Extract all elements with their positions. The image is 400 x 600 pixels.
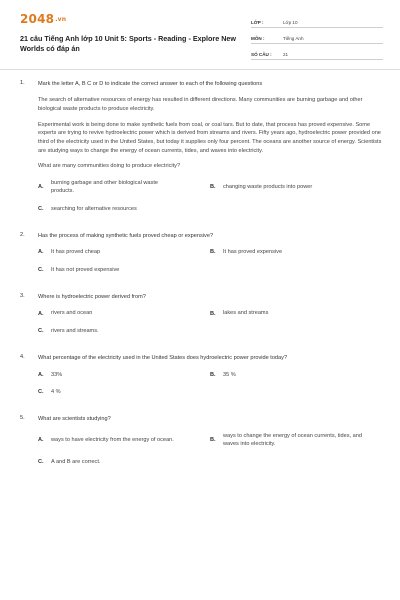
- question-3: [20, 293, 382, 335]
- question-number: 4.: [20, 354, 25, 361]
- option-letter: C.: [38, 266, 44, 273]
- option-text: rivers and streams.: [51, 327, 99, 334]
- option-row: [38, 327, 382, 335]
- option-letter: B.: [210, 184, 216, 191]
- option-row: [38, 248, 382, 256]
- option-text: searching for alternative resources: [51, 205, 137, 212]
- option-c[interactable]: [38, 388, 210, 396]
- answer-options: [38, 371, 382, 397]
- option-c[interactable]: [38, 327, 210, 335]
- logo-tld: .vn: [55, 16, 67, 23]
- document-meta: [251, 13, 383, 61]
- option-letter: C.: [38, 458, 44, 465]
- option-text: ways to change the energy of ocean currents, tides, and waves into electricity.: [223, 432, 362, 448]
- logo-main: 2048: [20, 12, 55, 26]
- option-letter: C.: [38, 389, 44, 396]
- question-stem: Where is hydroelectric power derived from?: [38, 294, 146, 301]
- option-text: It has proved cheap: [51, 249, 101, 256]
- document-title: 21 câu Tiếng Anh lớp 10 Unit 5: Sports - Reading - Explore New Worlds có đáp án: [20, 34, 236, 53]
- option-c[interactable]: [38, 458, 210, 466]
- meta-row-grade: [251, 13, 383, 28]
- meta-row-count: [251, 45, 383, 60]
- answer-options: [38, 248, 382, 274]
- option-row: [38, 266, 382, 274]
- meta-value: 21: [283, 52, 289, 57]
- option-row: [38, 388, 382, 396]
- option-b[interactable]: [210, 179, 382, 196]
- meta-label: LỚP :: [251, 20, 264, 25]
- option-row: [38, 205, 382, 213]
- option-letter: B.: [210, 437, 216, 444]
- question-stem: Has the process of making synthetic fuels proved cheap or expensive?: [38, 232, 214, 239]
- question-instruction: Mark the letter A, B C or D to indicate the correct answer to each of the following questions: [38, 81, 263, 87]
- option-row: [38, 179, 382, 196]
- meta-row-subject: [251, 29, 383, 44]
- option-text: rivers and ocean: [51, 310, 93, 317]
- option-a[interactable]: [38, 248, 210, 256]
- option-text: lakes and streams: [223, 310, 269, 317]
- option-letter: A.: [38, 184, 44, 191]
- question-stem: What are scientists studying?: [38, 416, 111, 423]
- question-gap: [20, 222, 382, 232]
- question-list: [20, 80, 382, 475]
- option-letter: B.: [210, 310, 216, 317]
- answer-options: [38, 179, 382, 213]
- option-text: 33%: [51, 371, 63, 378]
- passage-paragraph: The search of alternative resources of energy has resulted in different directions. Many communities are burning garbage and other biological waste products to produce electricity.: [38, 97, 363, 113]
- option-b[interactable]: [210, 371, 382, 379]
- meta-value: Lớp 10: [283, 20, 298, 25]
- passage-paragraph: Experimental work is being done to make synthetic fuels from coal, or coal tars. But to date, that process has proved expensive. Some experts are trying to revive hydroelectric power which is derived from streams and rivers. Fifty years ago, hydroelectric power provided one third of the electricity used in the United States, but today it supplies only four percent. The oceans are another source of energy. Scientists are studying ways to change the energy of ocean currents, tides, and waves into electricity.: [38, 121, 382, 154]
- option-row: [38, 371, 382, 379]
- option-text: A and B are correct.: [51, 458, 101, 465]
- option-b[interactable]: [210, 309, 382, 317]
- option-letter: A.: [38, 371, 44, 378]
- question-gap: [20, 283, 382, 293]
- option-c[interactable]: [38, 205, 210, 213]
- question-number: 5.: [20, 415, 25, 422]
- question-gap: [20, 405, 382, 415]
- option-letter: C.: [38, 205, 44, 212]
- question-4: [20, 354, 382, 396]
- option-text: 4 %: [51, 389, 61, 396]
- option-row: [38, 309, 382, 317]
- page-header: [0, 0, 400, 68]
- option-row: [38, 458, 382, 466]
- option-b[interactable]: [210, 248, 382, 256]
- option-text: ways to have electricity from the energy of ocean.: [51, 436, 174, 443]
- option-text: burning garbage and other biological waste products.: [51, 179, 158, 195]
- question-5: [20, 415, 382, 466]
- option-letter: A.: [38, 437, 44, 444]
- question-number: 1.: [20, 80, 25, 86]
- answer-options: [38, 432, 382, 466]
- option-a[interactable]: [38, 432, 210, 449]
- question-number: 2.: [20, 231, 25, 238]
- option-text: It has proved expensive: [223, 249, 283, 256]
- option-letter: A.: [38, 249, 44, 256]
- option-text: It has not proved expensive: [51, 266, 120, 273]
- option-letter: B.: [210, 371, 216, 378]
- option-letter: A.: [38, 310, 44, 317]
- option-letter: B.: [210, 249, 216, 256]
- meta-value: Tiếng Anh: [283, 36, 304, 41]
- option-letter: C.: [38, 328, 44, 335]
- option-row: [38, 432, 382, 449]
- option-text: changing waste products into power: [223, 183, 313, 190]
- option-c[interactable]: [38, 266, 210, 274]
- question-2: [20, 232, 382, 274]
- meta-label: SỐ CÂU :: [251, 52, 272, 57]
- header-divider: [0, 69, 400, 70]
- question-gap: [20, 344, 382, 354]
- option-a[interactable]: [38, 371, 210, 379]
- reading-passage: [38, 96, 382, 155]
- option-b[interactable]: [210, 432, 382, 449]
- answer-options: [38, 309, 382, 335]
- meta-label: MÔN :: [251, 36, 265, 41]
- question-stem: What are many communities doing to produce electricity?: [38, 163, 181, 170]
- question-1: [20, 80, 382, 213]
- option-a[interactable]: [38, 309, 210, 317]
- option-a[interactable]: [38, 179, 210, 196]
- option-text: 35 %: [223, 371, 236, 378]
- question-stem: What percentage of the electricity used in the United States does hydroelectric power provide today?: [38, 355, 288, 362]
- question-number: 3.: [20, 293, 25, 300]
